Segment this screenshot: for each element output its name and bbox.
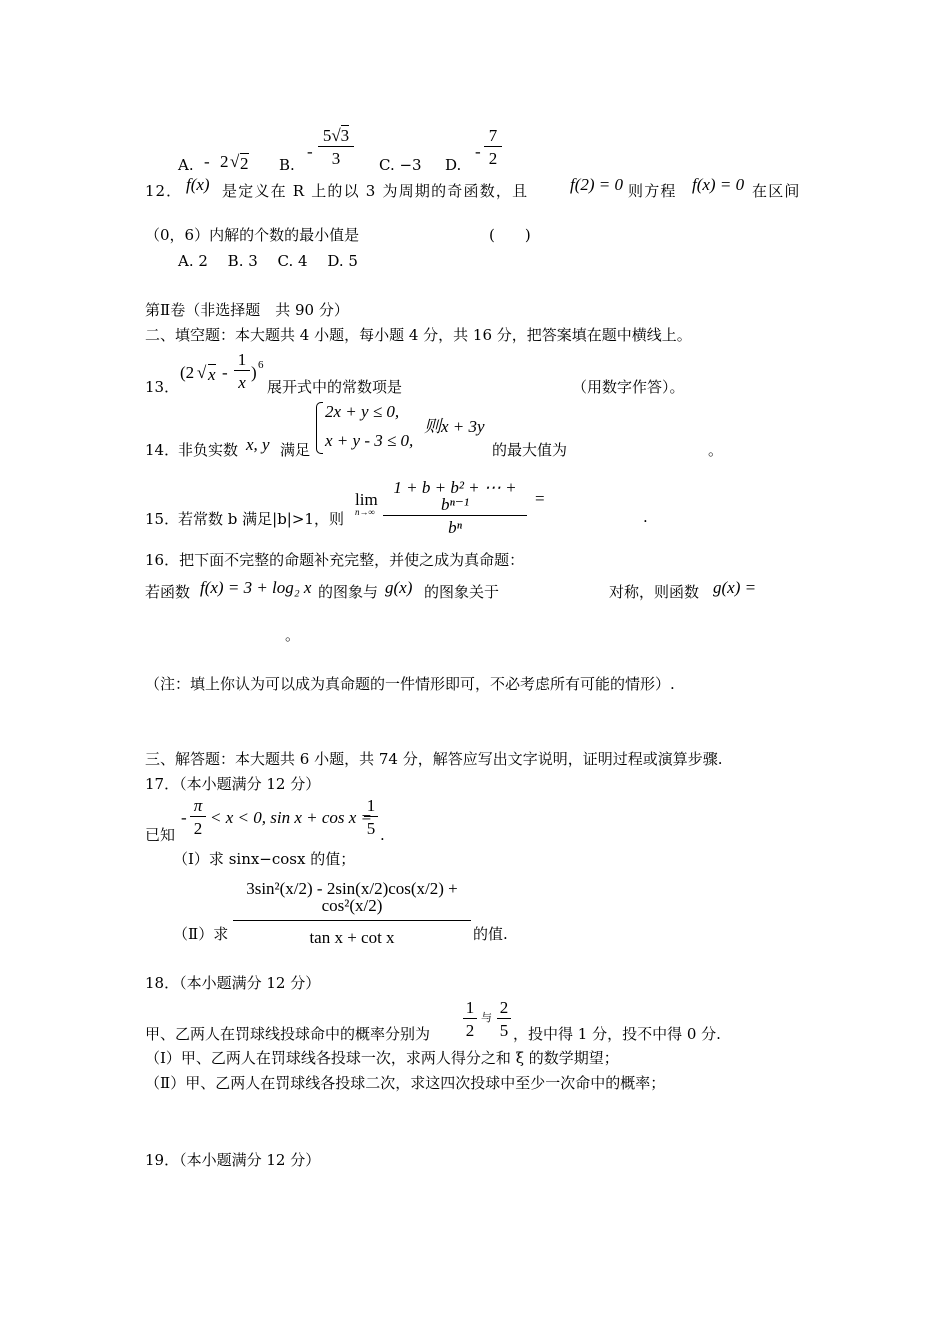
q17-five: 5 [364, 816, 378, 837]
q11-option-a-label: A. [178, 156, 194, 174]
q16-end: 。 [285, 626, 301, 644]
q13-fraction [234, 351, 250, 391]
q13-open: (2 [180, 363, 195, 382]
q11-option-d-num: 7 [488, 126, 498, 145]
q18-and: 与 [481, 1011, 492, 1024]
part3-instructions: 三、解答题：本大题共 6 小题，共 74 分，解答应写出文字说明，证明过程或演算步骤. [145, 750, 723, 768]
q13-number: 13． [145, 378, 180, 396]
q16-text-2: 的图象与 [318, 583, 379, 601]
q11-option-c: C. −3 [379, 156, 422, 174]
q13-minus: - [222, 363, 228, 382]
q12-condition: f(2) = 0 [570, 175, 624, 194]
q16-text-1: 若函数 [145, 583, 191, 601]
q12-equation: f(x) = 0 [692, 175, 745, 194]
q16-text-4: 对称，则函数 [609, 583, 700, 601]
q15-den: bⁿ [383, 515, 527, 536]
q18-text-1: 甲、乙两人在罚球线投球命中的概率分别为 [145, 1025, 431, 1043]
q14-text-3: 的最大值为 [492, 441, 568, 459]
q13-frac-num: 1 [237, 350, 247, 369]
part2-instructions: 二、填空题：本大题共 4 小题，每小题 4 分，共 16 分，把答案填在题中横线上。 [145, 326, 692, 344]
q11-option-d-den: 2 [484, 146, 502, 167]
q17-dot: . [380, 826, 385, 844]
q17-big-num: 3sin²(x/2) - 2sin(x/2)cos(x/2) + cos²(x/2) [246, 879, 458, 915]
q11-option-d-fraction [484, 127, 502, 167]
q17-pi: π [193, 796, 203, 815]
q12-answer-paren: ( ) [489, 226, 531, 244]
q17-minus: - [181, 808, 187, 827]
q16-note: （注：填上你认为可以成为真命题的一件情形即可，不必考虑所有可能的情形）. [145, 675, 675, 693]
q11-option-b-label: B. [279, 156, 295, 174]
q11-option-b-sign: - [307, 142, 313, 161]
q17-big-den: tan x + cot x [233, 920, 471, 946]
q16-f: f(x) = 3 + log₂ x [200, 578, 312, 597]
q11-option-d-label: D. [445, 156, 462, 174]
q14-end: 。 [708, 441, 724, 459]
q17-title: 17．（本小题满分 12 分） [145, 775, 321, 793]
q17-known: 已知 [145, 826, 176, 844]
q16-g: g(x) [385, 578, 413, 597]
q14-objective: 则x + 3y [424, 417, 485, 436]
q13-hint: （用数字作答）。 [572, 378, 685, 396]
q18-p2-den: 5 [497, 1018, 511, 1039]
q15-text: 若常数 b 满足|b|>1，则 [178, 510, 344, 528]
q13-power: 6 [258, 359, 264, 371]
q13-radicand: x [208, 365, 216, 384]
q11-option-a-radicand: 2 [240, 154, 249, 173]
q14-constraint-1: 2x + y ≤ 0, [325, 402, 400, 421]
q18-part-2: （Ⅱ）甲、乙两人在罚球线各投球二次，求这四次投球中至少一次命中的概率； [145, 1074, 666, 1092]
q11-option-a-coef: 2 [220, 152, 229, 171]
q15-num: 1 + b + b² + ⋯ + bⁿ⁻¹ [393, 478, 517, 514]
q13-frac-den: x [234, 370, 250, 391]
q15-lim-sub: n→∞ [355, 507, 375, 517]
q15-end: . [643, 508, 648, 526]
q14-vars: x, y [246, 435, 270, 454]
q12-text-1: 是定义在 R 上的以 3 为周期的奇函数，且 [222, 182, 529, 200]
q18-p1-num: 1 [465, 998, 475, 1017]
q14-number: 14． [145, 441, 180, 459]
q15-number: 15． [145, 510, 180, 528]
q18-p2-num: 2 [499, 998, 509, 1017]
q11-option-a-sign: - [204, 152, 210, 171]
q15-fraction [383, 479, 527, 536]
q14-text-2: 满足 [280, 441, 311, 459]
q17-pi-fraction [190, 797, 206, 837]
q12-function: f(x) [186, 175, 210, 194]
q11-option-b-den: 3 [318, 146, 354, 167]
q11-option-d-sign: - [475, 142, 481, 161]
q17-big-fraction [233, 880, 471, 946]
sqrt-icon: √ [331, 126, 341, 145]
part2-heading: 第Ⅱ卷（非选择题 共 90 分） [145, 301, 349, 319]
q16-g2: g(x) = [713, 578, 757, 597]
q11-option-b-num-coef: 5 [322, 126, 332, 145]
q17-one: 1 [366, 796, 376, 815]
q18-p2-fraction [497, 999, 511, 1039]
q17-part-2-label: （Ⅱ）求 [173, 925, 229, 943]
q15-equals: = [535, 489, 545, 508]
q12-line-2: （0，6）内解的个数的最小值是 [145, 226, 360, 244]
q18-p1-den: 2 [463, 1018, 477, 1039]
q16-text-3: 的图象关于 [424, 583, 500, 601]
q12-options: A. 2 B. 3 C. 4 D. 5 [178, 252, 358, 270]
q12-text-3: 在区间 [752, 182, 801, 200]
q17-two: 2 [190, 816, 206, 837]
q13-close: ) [251, 363, 257, 382]
q11-option-b-num-radicand: 3 [340, 126, 350, 145]
q14-constraint-2: x + y - 3 ≤ 0, [325, 431, 414, 450]
q13-text: 展开式中的常数项是 [267, 378, 403, 396]
q18-title: 18．（本小题满分 12 分） [145, 974, 321, 992]
q18-part-1: （Ⅰ）甲、乙两人在罚球线各投球一次，求两人得分之和 ξ 的数学期望； [145, 1049, 619, 1067]
system-brace-icon [316, 402, 323, 454]
q12-text-2: 则方程 [628, 182, 677, 200]
q18-p1-fraction [463, 999, 477, 1039]
q17-part-1: （I）求 sinx−cosx 的值； [173, 850, 356, 868]
q14-text-1: 非负实数 [178, 441, 239, 459]
sqrt-icon: √ [230, 152, 240, 171]
q17-value-fraction [364, 797, 378, 837]
q17-part-2-end: 的值. [473, 925, 508, 943]
q11-option-b-fraction [318, 127, 354, 167]
q18-text-2: ，投中得 1 分，投不中得 0 分. [513, 1025, 721, 1043]
q15-lim: lim [355, 490, 378, 509]
q19-title: 19．（本小题满分 12 分） [145, 1151, 321, 1169]
sqrt-icon: √ [197, 363, 207, 382]
q12-number: 12． [145, 182, 183, 200]
q17-condition: < x < 0, sin x + cos x = [210, 808, 373, 827]
q16-line-1: 16．把下面不完整的命题补充完整，并使之成为真命题： [145, 551, 525, 569]
